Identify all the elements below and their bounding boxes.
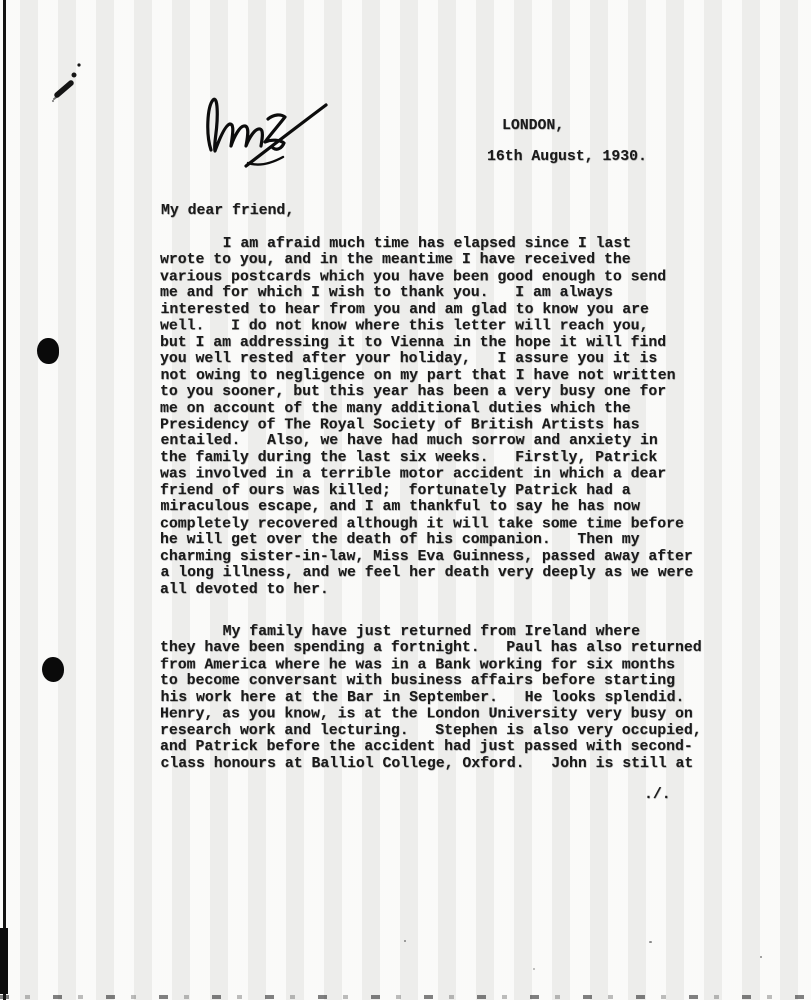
letter-line: to you sooner, but this year has been a very busy one for xyxy=(160,384,667,401)
letter-line: miraculous escape, and I am thankful to say he has now xyxy=(160,499,640,516)
letter-line: I am afraid much time has elapsed since I last xyxy=(160,236,632,252)
letter-line: from America where he was in a Bank working for six months xyxy=(160,657,676,674)
letter-line: but I am addressing it to Vienna in the hope it will find xyxy=(160,334,667,351)
letter-line: he will get over the death of his companion. Then my xyxy=(160,532,640,549)
letter-line: and Patrick before the accident had just passed with second- xyxy=(160,739,693,756)
scan-bottom-edge-noise xyxy=(0,995,811,999)
scan-speck xyxy=(533,968,535,970)
letter-line: Henry, as you know, is at the London University very busy on xyxy=(160,706,693,723)
letter-line: a long illness, and we feel her death very deeply as we were xyxy=(160,565,694,582)
letter-city: LONDON, xyxy=(502,118,565,134)
letter-line: class honours at Balliol College, Oxford. John is still at xyxy=(160,755,694,772)
scan-speck xyxy=(404,940,406,942)
letter-line: you well rested after your holiday, I assure you it is xyxy=(160,351,658,368)
letter-line: entailed. Also, we have had much sorrow and anxiety in xyxy=(160,433,658,450)
letter-line: various postcards which you have been good enough to send xyxy=(160,269,667,286)
letter-line: charming sister-in-law, Miss Eva Guinness, passed away after xyxy=(160,548,693,565)
scan-edge-blob xyxy=(0,928,8,994)
letter-line: well. I do not know where this letter will reach you, xyxy=(160,318,649,335)
letter-line: friend of ours was killed; fortunately Patrick had a xyxy=(160,482,631,499)
handwritten-signature-flourish xyxy=(198,93,330,171)
letter-line: not owing to negligence on my part that I have not written xyxy=(160,367,676,384)
pencil-scribble-mark xyxy=(50,56,90,106)
letter-salutation: My dear friend, xyxy=(161,203,295,219)
letter-line: the family during the last six weeks. Firstly, Patrick xyxy=(160,449,658,466)
letter-line: all devoted to her. xyxy=(160,581,329,598)
letter-line: his work here at the Bar in September. He looks splendid. xyxy=(160,689,685,706)
continuation-mark: ./. xyxy=(644,787,671,803)
letter-line: interested to hear from you and am glad to know you are xyxy=(160,301,649,318)
letter-line: research work and lecturing. Stephen is also very occupied, xyxy=(160,722,702,739)
letter-date: 16th August, 1930. xyxy=(487,149,647,165)
scan-speck xyxy=(760,956,762,958)
letter-paragraph-2 xyxy=(160,624,702,772)
letter-line: was involved in a terrible motor accident in which a dear xyxy=(160,466,667,483)
letter-line: to become conversant with business affairs before starting xyxy=(160,673,676,690)
hole-punch-dot xyxy=(42,657,64,682)
letter-line: me and for which I wish to thank you. I am always xyxy=(160,285,613,302)
letter-line: wrote to you, and in the meantime I have received the xyxy=(160,252,631,269)
letter-line: they have been spending a fortnight. Paul has also returned xyxy=(160,640,702,657)
scan-edge-line xyxy=(3,0,6,1000)
letter-line: completely recovered although it will take some time before xyxy=(160,516,684,533)
letter-line: My family have just returned from Ireland where xyxy=(160,624,640,640)
letter-line: Presidency of The Royal Society of British Artists has xyxy=(160,417,640,434)
scan-speck xyxy=(649,941,652,943)
hole-punch-dot xyxy=(37,338,59,364)
letter-line: me on account of the many additional duties which the xyxy=(160,400,631,417)
letter-paragraph-1 xyxy=(160,236,693,598)
